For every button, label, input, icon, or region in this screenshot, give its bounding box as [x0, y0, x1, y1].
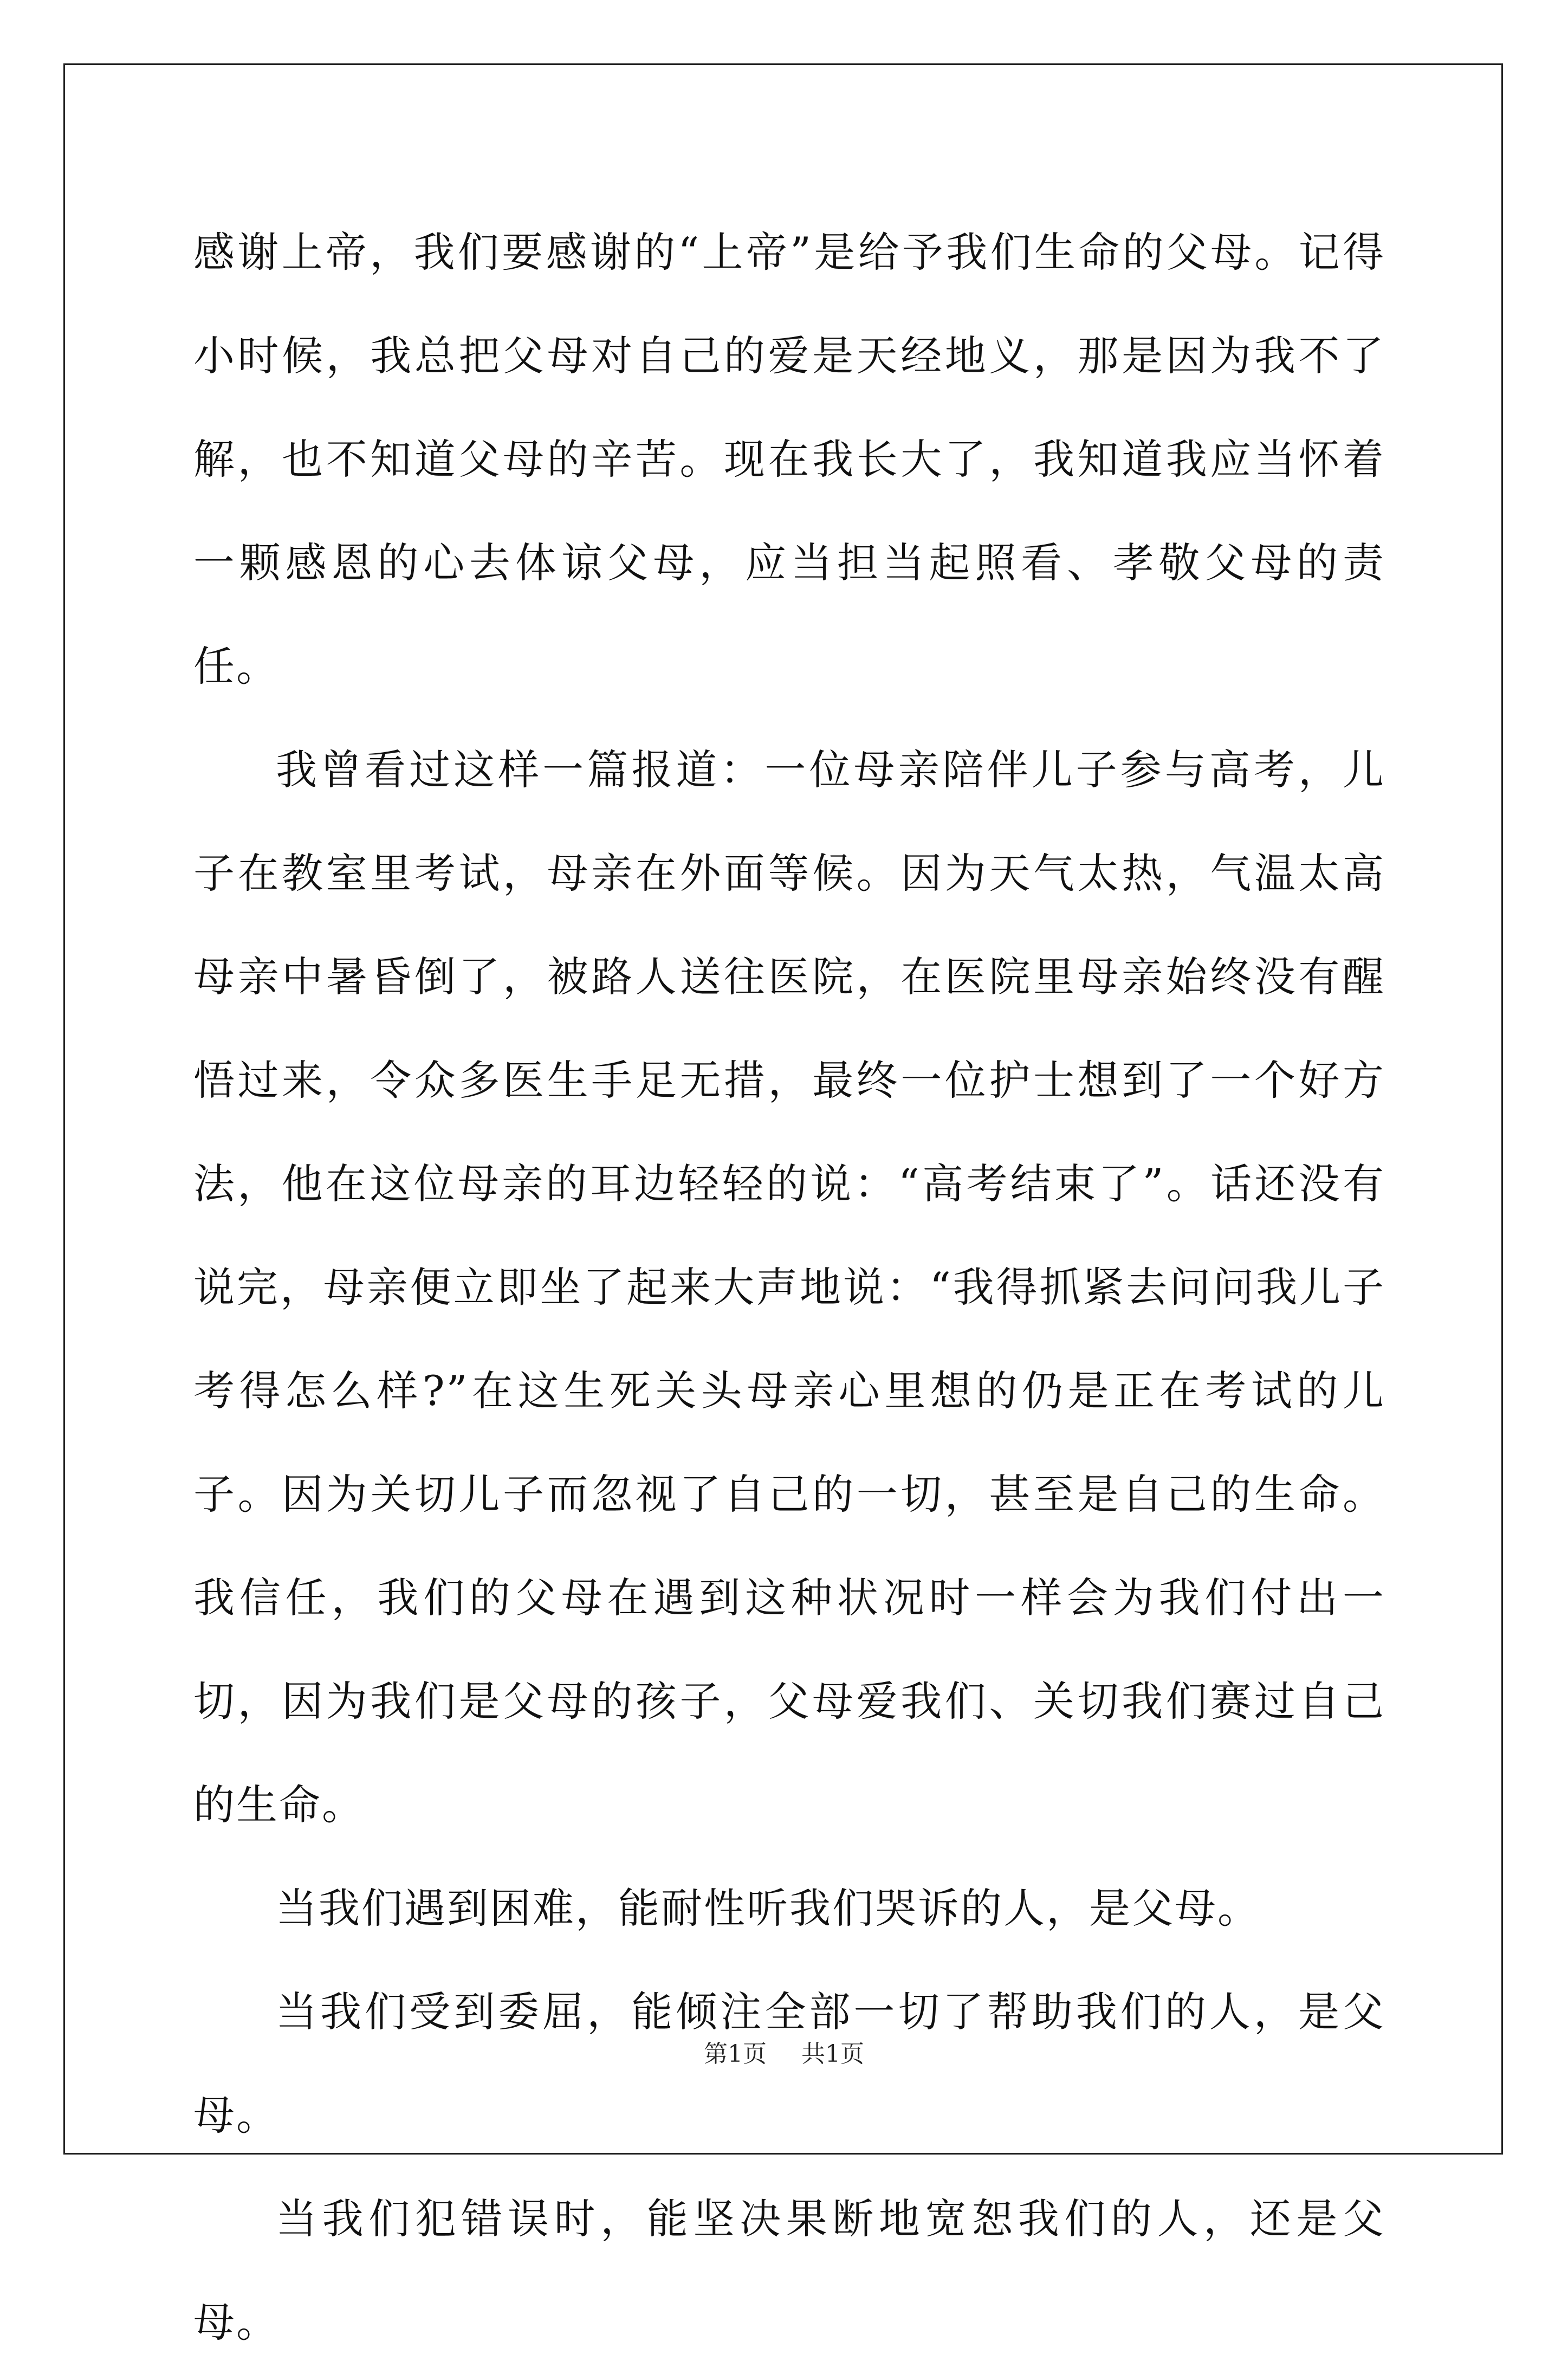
page-total: 共1页: [801, 2040, 864, 2068]
paragraph-3: 当我们遇到困难，能耐性听我们哭诉的人，是父母。: [276, 1884, 1260, 1932]
paragraph-4: 当我们受到委屈，能倾注全部一切了帮助我们的人，是父母。: [193, 1988, 1385, 2139]
paragraph-2: 我曾看过这样一篇报道：一位母亲陪伴儿子参与高考，儿子在教室里考试，母亲在外面等候。因为天气太热，气温太高母亲中暑昏倒了，被路人送往医院，在医院里母亲始终没有醒悟过来，令众多医生手足无措，最终一位护士想到了一个好方法，他在这位母亲的耳边轻轻的说：“高考结束了”。话还没有说完，母亲便立即坐了起来大声地说：“我得抓紧去问问我儿子考得怎么样?”在这生死关头母亲心里想的仍是正在考试的儿子。因为关切儿子而忽视了自己的一切，甚至是自己的生命。我信任，我们的父母在遇到这种状况时一样会为我们付出一切，因为我们是父母的孩子，父母爱我们、关切我们赛过自己的生命。: [193, 746, 1385, 1829]
paragraph-5: 当我们犯错误时，能坚决果断地宽恕我们的人，还是父母。: [193, 2195, 1385, 2346]
paragraph-1: 感谢上帝，我们要感谢的“上帝”是给予我们生命的父母。记得小时候，我总把父母对自己的爱是天经地义，那是因为我不了解，也不知道父母的辛苦。现在我长大了，我知道我应当怀着一颗感恩的心去体谅父母，应当担当起照看、孝敬父母的责任。: [193, 228, 1385, 690]
page-number: 第1页: [704, 2040, 767, 2068]
page-footer: [0, 2034, 1568, 2069]
